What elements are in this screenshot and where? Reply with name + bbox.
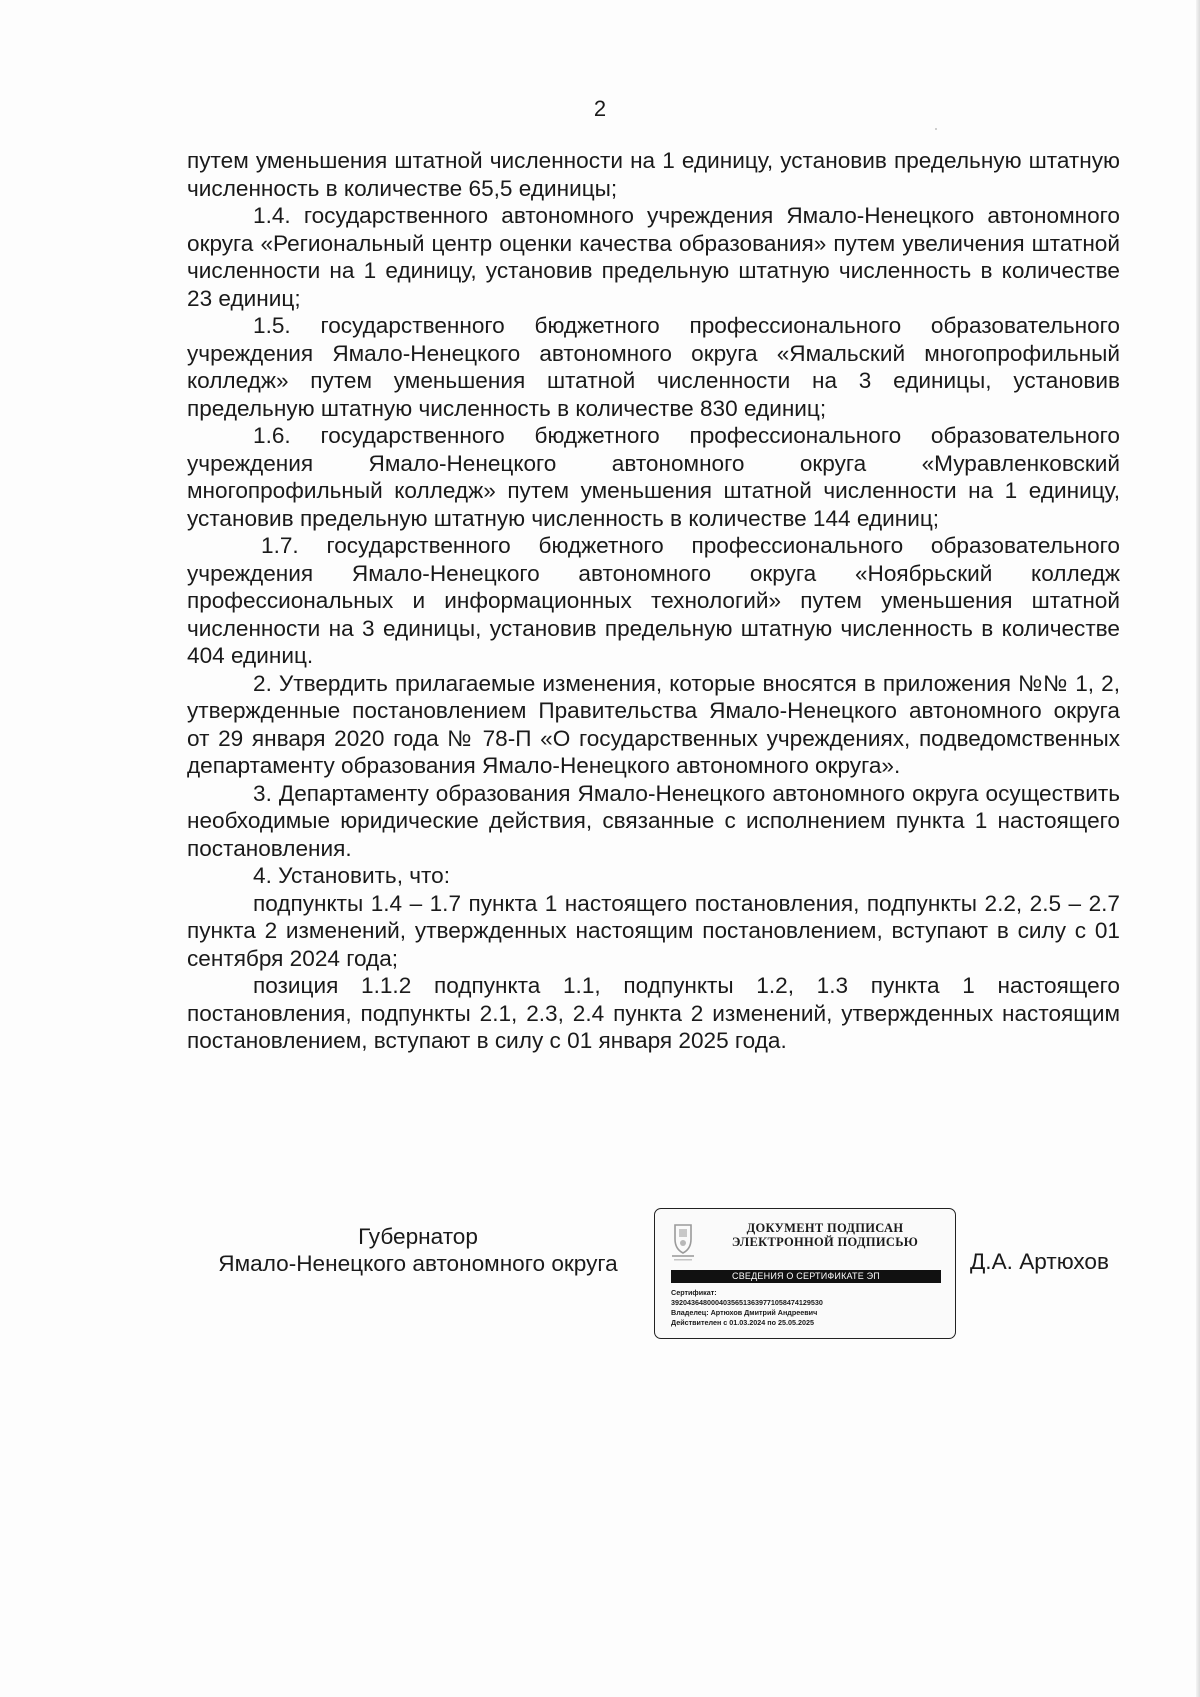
paragraph-1-4: 1.4. государственного автономного учреждения Ямало-Ненецкого автономного округа «Региональный центр оценки качества образования» путем увеличения штатной численности на 1 единицу, установив предельную штатную численность в количестве 23 единиц; [187,203,1120,311]
position-line-1: Губернатор [358,1224,478,1249]
paragraph-4-item-1: подпункты 1.4 – 1.7 пункта 1 настоящего постановления, подпункты 2.2, 2.5 – 2.7 пункта 2 изменений, утвержденных настоящим постановлением, вступают в силу с 01 сентября 2024 года; [187,890,1120,971]
electronic-signature-stamp [654,1208,956,1339]
paragraph-3: 3. Департаменту образования Ямало-Ненецкого автономного округа осуществить необходимые юридические действия, связанные с исполнением пункта 1 настоящего постановления. [187,780,1120,861]
scan-artifact [935,128,937,130]
paragraph-4-item-2: позиция 1.1.2 подпункта 1.1, подпункты 1.2, 1.3 пункта 1 настоящего постановления, подпункты 2.1, 2.3, 2.4 пункта 2 изменений, утвержденных настоящим постановлением, вступают в силу с 01 января 2025 года. [187,973,1120,1053]
stamp-title-line-1: ДОКУМЕНТ ПОДПИСАН [746,1221,904,1235]
signature-block [0,1205,1200,1345]
position-line-2: Ямало-Ненецкого автономного округа [218,1251,618,1276]
page-edge-shadow [1196,0,1200,1697]
certificate-validity: Действителен с 01.03.2024 по 25.05.2025 [671,1318,814,1327]
signatory-position [193,1223,643,1277]
certificate-details [671,1288,947,1328]
certificate-info-bar: СВЕДЕНИЯ О СЕРТИФИКАТЕ ЭП [671,1270,941,1283]
stamp-title-line-2: ЭЛЕКТРОННОЙ ПОДПИСЬЮ [731,1235,919,1249]
paragraph-2: 2. Утвердить прилагаемые изменения, которые вносятся в приложения №№ 1, 2, утвержденные постановлением Правительства Ямало-Ненецкого автономного округа от 29 января 2020 года № 78-П «О государственных учреждениях, подведомственных департаменту образования Ямало-Ненецкого автономного округа». [187,670,1120,778]
paragraph-continuation: путем уменьшения штатной численности на 1 единицу, установив предельную штатную численность в количестве 65,5 единицы; [187,148,1120,201]
signatory-name: Д.А. Артюхов [970,1249,1109,1274]
paragraph-4: 4. Установить, что: [253,863,450,888]
certificate-number: 39204364800040356513639771058474129530 [671,1298,823,1307]
paragraph-1-6: 1.6. государственного бюджетного профессионального образовательного учреждения Ямало-Ненецкого автономного округа «Муравленковский многопрофильный колледж» путем уменьшения штатной численности на 1 единицу, установив предельную штатную численность в количестве 144 единиц; [187,423,1120,531]
paragraph-1-5: 1.5. государственного бюджетного профессионального образовательного учреждения Ямало-Ненецкого автономного округа «Ямальский многопрофильный колледж» путем уменьшения штатной численности на 3 единицы, установив предельную штатную численность в количестве 830 единиц; [187,313,1120,421]
certificate-owner: Владелец: Артюхов Дмитрий Андреевич [671,1308,818,1317]
document-body [187,147,1120,1055]
paragraph-1-7: 1.7. государственного бюджетного профессионального образовательного учреждения Ямало-Ненецкого автономного округа «Ноябрьский колледж профессиональных и информационных технологий» путем уменьшения штатной численности на 3 единицы, установив предельную штатную численность в количестве 404 единиц. [187,533,1120,668]
certificate-label: Сертификат: [671,1288,717,1297]
page-number: 2 [593,96,607,121]
stamp-title [707,1221,943,1249]
coat-of-arms-icon [669,1221,697,1263]
